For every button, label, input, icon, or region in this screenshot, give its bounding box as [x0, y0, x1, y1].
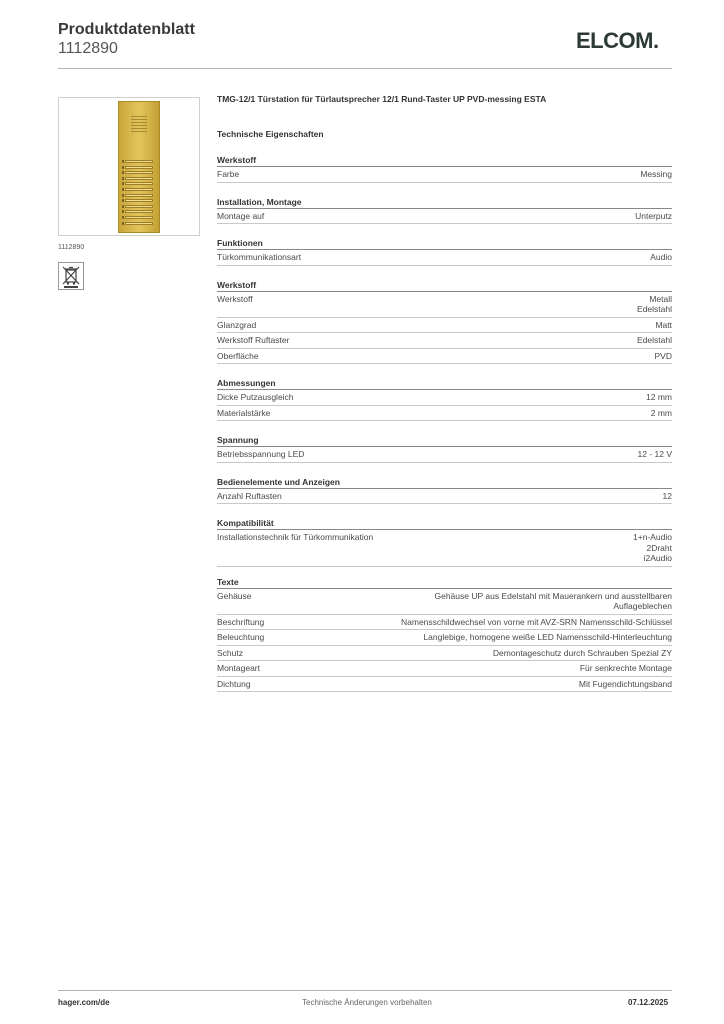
spec-label: Montageart	[217, 663, 260, 673]
call-button-nameplate	[125, 205, 153, 208]
spec-content	[217, 94, 672, 692]
spec-label: Farbe	[217, 169, 240, 179]
call-button-nameplate	[125, 194, 153, 197]
spec-group-heading: Texte	[217, 577, 672, 589]
footer-disclaimer: Technische Änderungen vorbehalten	[302, 998, 432, 1007]
spec-label: Türkommunikationsart	[217, 252, 302, 262]
footer-website: hager.com/de	[58, 998, 110, 1007]
footer-date: 07.12.2025	[628, 998, 669, 1007]
spec-label: Oberfläche	[217, 350, 259, 361]
header-divider	[58, 68, 672, 69]
spec-group-heading: Werkstoff	[217, 155, 672, 167]
spec-label: Beleuchtung	[217, 632, 265, 642]
spec-value: Audio	[650, 252, 672, 262]
spec-row	[217, 530, 672, 567]
spec-row	[217, 589, 672, 615]
spec-group-heading: Bedienelemente und Anzeigen	[217, 477, 672, 489]
spec-group-heading: Spannung	[217, 435, 672, 447]
spec-row	[217, 390, 672, 406]
spec-value: Metall Edelstahl	[637, 293, 672, 314]
spec-group	[217, 378, 672, 421]
spec-row	[217, 630, 672, 646]
spec-value: Gehäuse UP aus Edelstahl mit Mauerankern und ausstellbaren Auflageblechen	[434, 590, 672, 611]
spec-group-heading: Abmessungen	[217, 378, 672, 390]
call-button-nameplate	[125, 210, 153, 213]
spec-label: Gehäuse	[217, 590, 252, 601]
door-station-panel	[118, 101, 160, 233]
call-button-nameplate	[125, 222, 153, 225]
weee-disposal-icon	[58, 262, 84, 290]
spec-row	[217, 209, 672, 225]
spec-label: Schutz	[217, 647, 243, 658]
spec-label: Werkstoff	[217, 293, 253, 304]
product-title: TMG-12/1 Türstation für Türlautsprecher 12/1 Rund-Taster UP PVD-messing ESTA	[217, 94, 547, 104]
spec-value: Edelstahl	[637, 335, 672, 345]
spec-value: 2 mm	[650, 407, 672, 418]
spec-groups	[217, 155, 672, 692]
spec-value: Messing	[640, 169, 672, 179]
page-title: Produktdatenblatt	[58, 21, 195, 38]
spec-value: Langlebige, homogene weiße LED Namensschild-Hinterleuchtung	[423, 632, 672, 642]
section-title: Technische Eigenschaften	[217, 129, 324, 139]
spec-group	[217, 577, 672, 693]
spec-value: Für senkrechte Montage	[579, 663, 672, 673]
spec-group	[217, 477, 672, 505]
spec-value: Demontageschutz durch Schrauben Spezial ZY	[492, 647, 672, 658]
spec-group-heading: Werkstoff	[217, 280, 672, 292]
spec-label: Werkstoff Ruftaster	[217, 335, 290, 345]
spec-group-heading: Installation, Montage	[217, 197, 672, 209]
spec-value: Matt	[655, 319, 672, 330]
spec-group	[217, 518, 672, 567]
spec-label: Anzahl Ruftasten	[217, 490, 282, 501]
spec-group	[217, 155, 672, 183]
spec-group-heading: Kompatibilität	[217, 518, 672, 530]
spec-value: 12	[662, 490, 672, 501]
product-image-caption: 1112890	[58, 244, 85, 251]
spec-label: Materialstärke	[217, 407, 271, 418]
spec-group	[217, 238, 672, 266]
spec-value: Unterputz	[635, 210, 672, 221]
spec-row	[217, 661, 672, 677]
product-number-header: 1112890	[58, 40, 118, 57]
spec-row	[217, 250, 672, 266]
speaker-grille	[131, 114, 147, 132]
spec-group-heading: Funktionen	[217, 238, 672, 250]
spec-group	[217, 435, 672, 463]
spec-value: 1+n-Audio 2Draht i2Audio	[633, 532, 672, 563]
spec-label: Dichtung	[217, 678, 251, 689]
spec-row	[217, 333, 672, 349]
call-button-nameplate	[125, 188, 153, 191]
call-button-nameplate	[125, 199, 153, 202]
spec-row	[217, 167, 672, 183]
spec-label: Montage auf	[217, 210, 265, 221]
spec-label: Beschriftung	[217, 616, 265, 627]
spec-label: Dicke Putzausgleich	[217, 392, 294, 402]
spec-group	[217, 280, 672, 365]
spec-value: Namensschildwechsel von vorne mit AVZ-SRN Namensschild-Schlüssel	[401, 616, 672, 627]
spec-value: Mit Fugendichtungsband	[578, 678, 672, 689]
spec-row	[217, 646, 672, 662]
call-button-nameplate	[125, 177, 153, 180]
spec-value: 12 mm	[646, 392, 672, 402]
call-button-nameplate	[125, 182, 153, 185]
spec-label: Betriebsspannung LED	[217, 449, 305, 459]
call-button-nameplate	[125, 166, 153, 169]
spec-label: Glanzgrad	[217, 319, 257, 330]
spec-value: 12 - 12 V	[637, 449, 672, 459]
spec-row	[217, 677, 672, 693]
spec-row	[217, 292, 672, 318]
call-button-nameplate	[125, 216, 153, 219]
footer-divider	[58, 990, 672, 991]
spec-row	[217, 615, 672, 631]
product-image	[58, 97, 200, 236]
call-button-nameplate	[125, 171, 153, 174]
spec-value: PVD	[654, 350, 672, 361]
spec-label: Installationstechnik für Türkommunikation	[217, 532, 374, 542]
spec-row	[217, 489, 672, 505]
spec-row	[217, 349, 672, 365]
spec-row	[217, 406, 672, 422]
spec-row	[217, 318, 672, 334]
call-button-nameplate	[125, 160, 153, 163]
spec-row	[217, 447, 672, 463]
spec-group	[217, 197, 672, 225]
brand-logo: ELCOM.	[576, 28, 659, 53]
